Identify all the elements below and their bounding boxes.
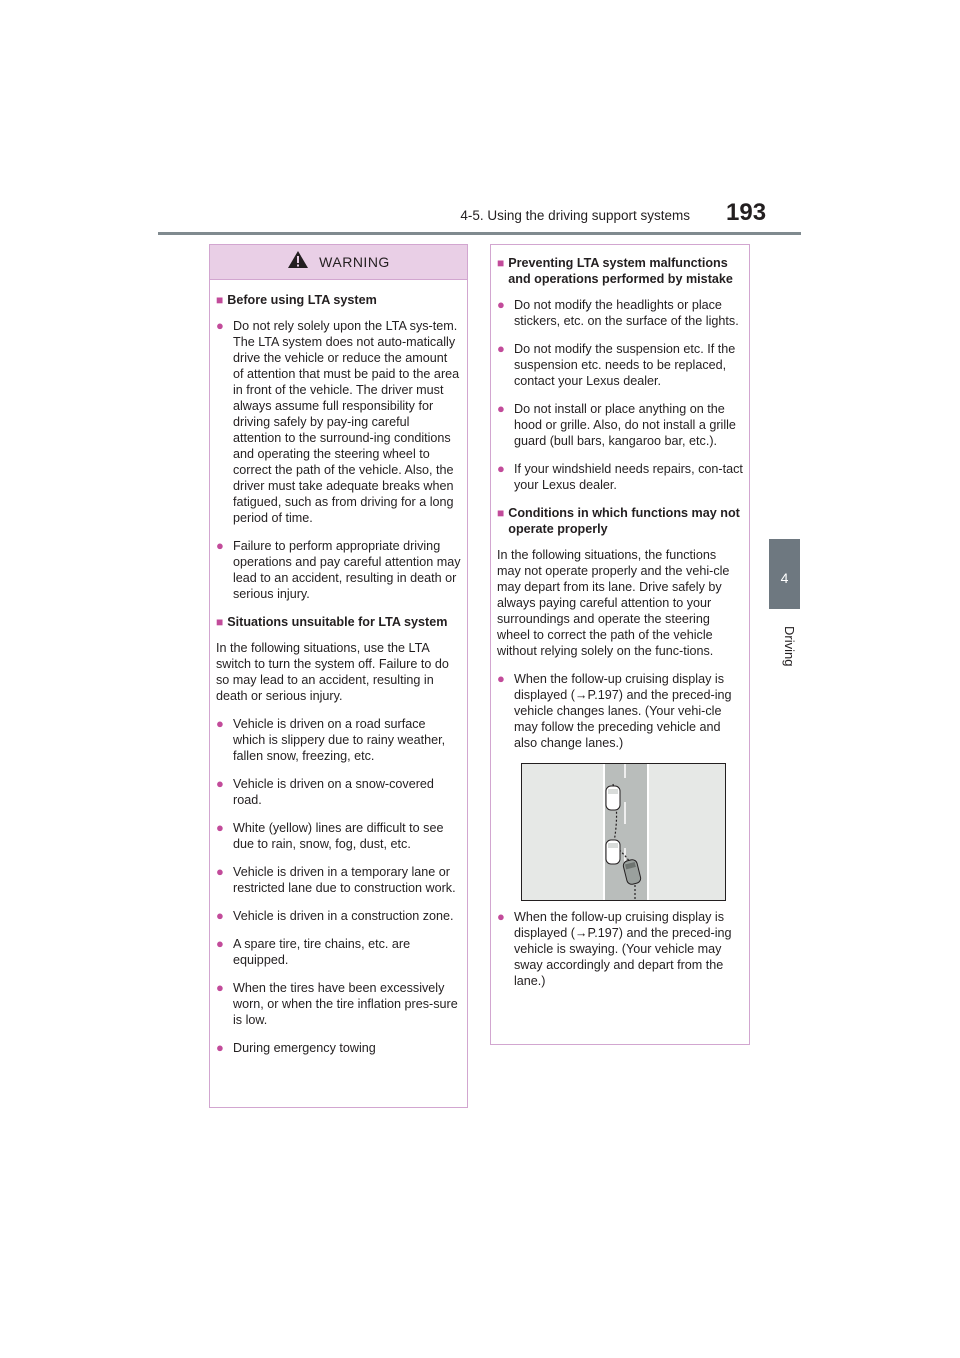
bullet-text: Vehicle is driven in a construction zone.	[233, 909, 454, 923]
after-diagram-bullets	[497, 909, 743, 989]
section-heading-text: Preventing LTA system malfunctions and operations performed by mistake	[508, 256, 733, 286]
bullet-text: If your windshield needs repairs, con-tact your Lexus dealer.	[514, 462, 743, 492]
bullet-text: A spare tire, tire chains, etc. are equipped.	[233, 937, 411, 967]
bullet-item	[216, 538, 461, 602]
lane-change-diagram	[521, 763, 726, 901]
square-marker-icon: ■	[216, 615, 224, 629]
bullet-text: Vehicle is driven on a road surface which is slippery due to rainy weather, fallen snow, freezing, etc.	[233, 717, 446, 763]
warning-triangle-icon	[287, 250, 309, 274]
round-bullet-icon: ●	[497, 401, 505, 416]
chapter-tab-number: 4	[780, 570, 789, 586]
bullet-item	[497, 461, 743, 493]
bullet-item	[497, 909, 743, 989]
bullet-text: Do not install or place anything on the hood or grille. Also, do not install a grille guard (bull bars, kangaroo bar, etc.).	[514, 402, 736, 448]
bullet-text: Vehicle is driven on a snow-covered road.	[233, 777, 434, 807]
round-bullet-icon: ●	[216, 538, 224, 553]
header-title: 4-5. Using the driving support systems	[460, 208, 690, 223]
bullet-text: When the tires have been excessively worn, or when the tire inflation pres-sure is low.	[233, 981, 458, 1027]
bullet-item	[216, 936, 461, 968]
bullet-text: Vehicle is driven in a temporary lane or restricted lane due to construction work.	[233, 865, 456, 895]
warning-title: WARNING	[319, 254, 390, 270]
bullet-text: When the follow-up cruising display is displayed (→P.197) and the preced-ing vehicle is swaying. (Your vehicle may sway accordingly and depart from the lane.)	[514, 910, 732, 988]
square-marker-icon: ■	[216, 293, 224, 307]
right-info-box	[490, 244, 750, 1045]
round-bullet-icon: ●	[497, 671, 505, 686]
round-bullet-icon: ●	[216, 936, 224, 951]
bullet-text: White (yellow) lines are difficult to see due to rain, snow, fog, dust, etc.	[233, 821, 444, 851]
bullet-text: Do not modify the suspension etc. If the suspension etc. needs to be replaced, contact your Lexus dealer.	[514, 342, 736, 388]
round-bullet-icon: ●	[216, 716, 224, 731]
bullet-item	[216, 318, 461, 526]
bullet-item	[497, 401, 743, 449]
round-bullet-icon: ●	[216, 980, 224, 995]
bullet-item	[497, 341, 743, 389]
right-sections	[497, 255, 743, 751]
bullet-item	[216, 864, 461, 896]
bullet-text: During emergency towing	[233, 1041, 376, 1055]
round-bullet-icon: ●	[497, 297, 505, 312]
bullet-text: Failure to perform appropriate driving operations and pay careful attention may lead to an accident, resulting in death or serious injury.	[233, 539, 461, 601]
round-bullet-icon: ●	[497, 909, 505, 924]
page-number: 193	[726, 199, 767, 226]
square-marker-icon: ■	[497, 506, 505, 520]
section-heading-text: Before using LTA system	[227, 293, 377, 307]
section-paragraph: In the following situations, the functions may not operate properly and the vehi-cle may depart from its lane. Drive safely by always paying careful attention to your surroundings and operate the steering wheel to correct the path of the vehicle without relying solely on the func-tions.	[497, 548, 730, 658]
chapter-tab-label: Driving	[782, 626, 797, 667]
round-bullet-icon: ●	[216, 864, 224, 879]
header-rule	[158, 232, 801, 235]
section-heading	[216, 292, 461, 308]
bullet-item	[497, 671, 743, 751]
square-marker-icon: ■	[497, 256, 505, 270]
section-paragraph: In the following situations, use the LTA switch to turn the system off. Failure to do so may lead to an accident, resulting in death or serious injury.	[216, 641, 449, 703]
warning-header	[210, 245, 467, 280]
round-bullet-icon: ●	[216, 908, 224, 923]
bullet-item	[216, 716, 461, 764]
bullet-item	[216, 980, 461, 1028]
bullet-text: When the follow-up cruising display is displayed (→P.197) and the preced-ing vehicle changes lanes. (Your vehi-cle may follow the preceding vehicle and also change lanes.)	[514, 672, 732, 750]
bullet-text: Do not rely solely upon the LTA sys-tem. The LTA system does not auto-matically drive the vehicle or reduce the amount of attention that must be paid to the area in front of the vehicle. The driver must always assume full responsibility for driving safely by pay-ing careful attention to the surround-ing conditions and operating the steering wheel to correct the path of the vehicle. Also, the driver must take adequate breaks when fatigued, such as from driving for a long period of time.	[233, 319, 460, 525]
section-heading	[497, 255, 743, 287]
bullet-item	[497, 297, 743, 329]
round-bullet-icon: ●	[216, 776, 224, 791]
round-bullet-icon: ●	[497, 341, 505, 356]
bullet-item	[216, 1040, 461, 1056]
round-bullet-icon: ●	[497, 461, 505, 476]
round-bullet-icon: ●	[216, 1040, 224, 1055]
round-bullet-icon: ●	[216, 820, 224, 835]
warning-box	[209, 244, 468, 1108]
bullet-item	[216, 776, 461, 808]
section-heading-text: Situations unsuitable for LTA system	[227, 615, 448, 629]
warning-body	[210, 280, 467, 1056]
bullet-text: Do not modify the headlights or place stickers, etc. on the surface of the lights.	[514, 298, 739, 328]
bullet-item	[216, 908, 461, 924]
section-heading-text: Conditions in which functions may not operate properly	[508, 506, 740, 536]
round-bullet-icon: ●	[216, 318, 224, 333]
section-heading	[216, 614, 461, 630]
bullet-item	[216, 820, 461, 852]
section-heading	[497, 505, 743, 537]
